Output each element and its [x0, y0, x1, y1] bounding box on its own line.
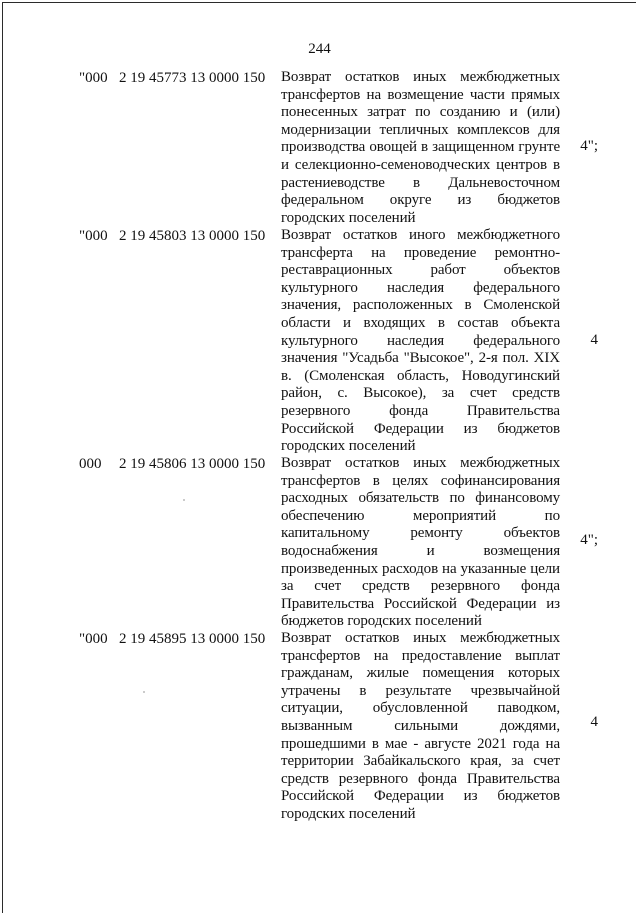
classification-code [79, 227, 265, 246]
budget-code: 2 19 45895 13 0000 150 [119, 631, 266, 647]
admin-code: 000 [79, 456, 102, 472]
row-description: Возврат остатков иных межбюджетных трансфертов в целях софинансирования расходных обязательств по финансовому обеспечению мероприятий по капитальному ремонту объектов водоснабжения и возмещения произведенных расходов на указанные цели за счет средств резервного фонда Правительства Российской Федерации из бюджетов городских поселений [281, 455, 560, 630]
table-row [3, 630, 636, 825]
row-description: Возврат остатков иного межбюджетного трансферта на проведение ремонтно-реставрационных работ объектов культурного наследия федерального значения, расположенных в Смоленской области и входящих в состав объекта культурного наследия федерального значения "Усадьба "Высокое", 2-я пол. XIX в. (Смоленская область, Новодугинский район, с. Высокое), за счет средств резервного фонда Правительства Российской Федерации из бюджетов городских поселений [281, 227, 560, 455]
admin-code: "000 [79, 70, 108, 86]
classification-code [79, 69, 265, 88]
budget-code: 2 19 45806 13 0000 150 [119, 456, 266, 472]
scan-speck [183, 499, 185, 501]
admin-code: "000 [79, 631, 108, 647]
row-value: 4"; [580, 532, 598, 548]
table-row [3, 69, 636, 229]
table-row [3, 455, 636, 630]
classification-code [79, 630, 265, 649]
admin-code: "000 [79, 228, 108, 244]
table-row [3, 227, 636, 455]
budget-code: 2 19 45803 13 0000 150 [119, 228, 266, 244]
row-value: 4"; [580, 138, 598, 154]
row-description: Возврат остатков иных межбюджетных трансфертов на предоставление выплат гражданам, жилые помещения которых утрачены в результате чрезвычайной ситуации, обусловленной паводком, вызванным сильными дождями, прошедшими в мае - августе 2021 года на территории Забайкальского края, за счет средств резервного фонда Правительства Российской Федерации из бюджетов городских поселений [281, 630, 560, 822]
document-page [2, 2, 636, 913]
row-description: Возврат остатков иных межбюджетных трансфертов на возмещение части прямых понесенных затрат по созданию и (или) модернизации тепличных комплексов для производства овощей в защищенном грунте и селекционно-семеноводческих центров в растениеводстве в Дальневосточном федеральном округе из бюджетов городских поселений [281, 69, 560, 226]
budget-code: 2 19 45773 13 0000 150 [119, 70, 266, 86]
scan-speck [143, 691, 145, 693]
page-number: 244 [308, 41, 331, 57]
row-value: 4 [590, 332, 598, 348]
row-value: 4 [590, 714, 598, 730]
classification-code [79, 455, 265, 474]
